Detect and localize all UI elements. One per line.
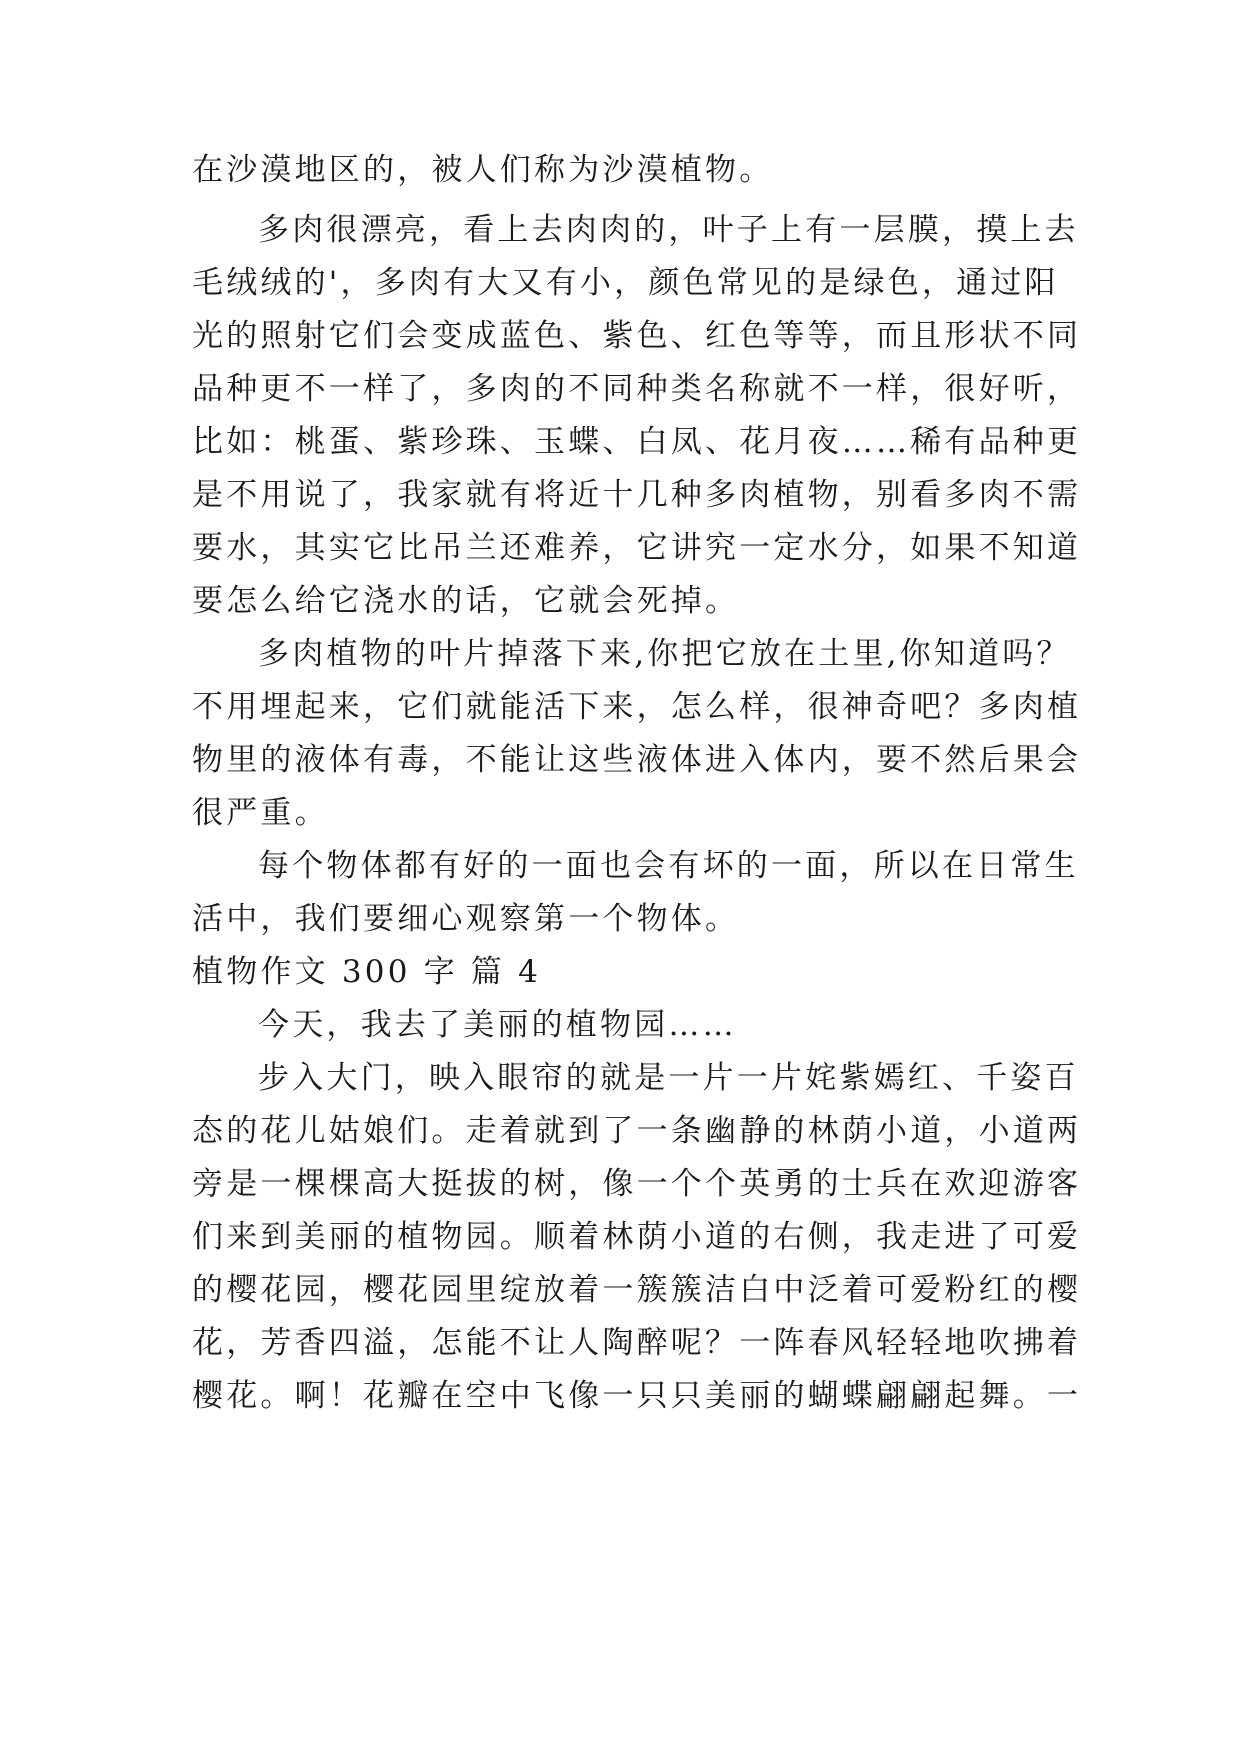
text-line: 物里的液体有毒，不能让这些液体进入体内，要不然后果会	[192, 742, 1082, 778]
text-line: 比如：桃蛋、紫珍珠、玉蝶、白凤、花月夜……稀有品种更	[192, 424, 1082, 460]
text-line: 光的照射它们会变成蓝色、紫色、红色等等，而且形状不同	[192, 318, 1082, 354]
text-line: 们来到美丽的植物园。顺着林荫小道的右侧，我走进了可爱	[192, 1219, 1082, 1255]
text-line: 旁是一棵棵高大挺拔的树，像一个个英勇的士兵在欢迎游客	[192, 1166, 1082, 1202]
paragraph-start-line: 多肉很漂亮，看上去肉肉的，叶子上有一层膜，摸上去	[258, 212, 1079, 248]
text-line: 是不用说了，我家就有将近十几种多肉植物，别看多肉不需	[192, 477, 1082, 513]
text-line: 要水，其实它比吊兰还难养，它讲究一定水分，如果不知道	[192, 530, 1082, 566]
text-line: 不用埋起来，它们就能活下来，怎么样，很神奇吧？多肉植	[192, 689, 1082, 725]
text-line: 在沙漠地区的，被人们称为沙漠植物。	[192, 152, 774, 188]
paragraph-start-line: 今天，我去了美丽的植物园……	[258, 1007, 737, 1043]
text-line: 花，芳香四溢，怎能不让人陶醉呢？一阵春风轻轻地吹拂着	[192, 1325, 1082, 1361]
text-line: 很严重。	[192, 795, 329, 831]
text-line: 的樱花园，樱花园里绽放着一簇簇洁白中泛着可爱粉红的樱	[192, 1272, 1082, 1308]
paragraph-start-line: 多肉植物的叶片掉落下来,你把它放在土里,你知道吗？	[258, 636, 1071, 672]
text-line: 品种更不一样了，多肉的不同种类名称就不一样，很好听，	[192, 371, 1082, 407]
text-line: 活中，我们要细心观察第一个物体。	[192, 901, 740, 937]
text-line: 毛绒绒的'，多肉有大又有小，颜色常见的是绿色，通过阳	[192, 265, 1059, 301]
section-heading: 植物作文 300 字 篇 4	[192, 954, 542, 990]
text-line: 要怎么给它浇水的话，它就会死掉。	[192, 583, 740, 619]
text-line: 态的花儿姑娘们。走着就到了一条幽静的林荫小道，小道两	[192, 1113, 1082, 1149]
paragraph-start-line: 每个物体都有好的一面也会有坏的一面，所以在日常生	[258, 848, 1079, 884]
paragraph-start-line: 步入大门，映入眼帘的就是一片一片姹紫嫣红、千姿百	[258, 1060, 1079, 1096]
text-line: 樱花。啊！花瓣在空中飞像一只只美丽的蝴蝶翩翩起舞。一	[192, 1378, 1082, 1414]
